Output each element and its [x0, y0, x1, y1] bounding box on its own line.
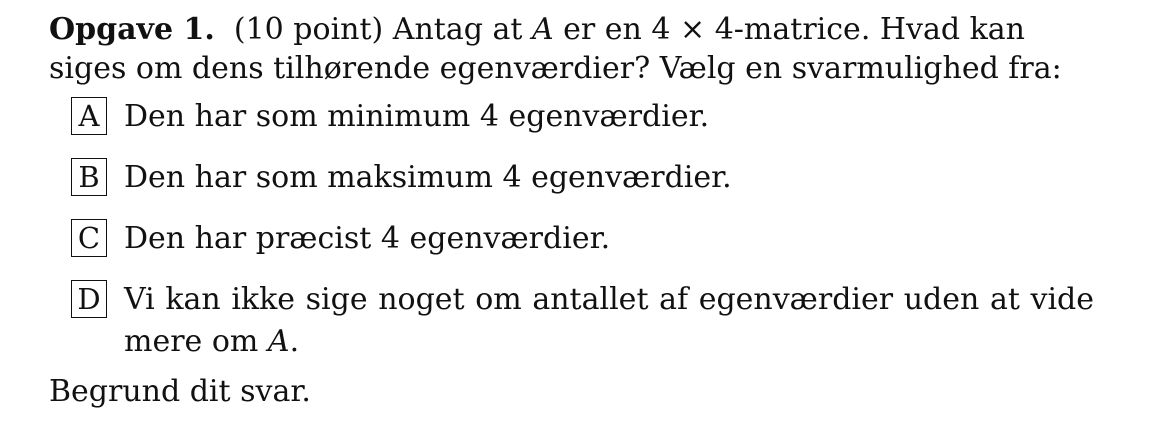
- option-d-text: [124, 279, 1094, 363]
- option-d-text-after-var: .: [289, 324, 300, 359]
- problem-label: Opgave 1.: [49, 12, 215, 47]
- option-c[interactable]: [49, 218, 1094, 260]
- option-c-text: Den har præcist 4 egenværdier.: [124, 221, 611, 256]
- problem-text-after-var: er en 4 × 4-matrice. Hvad kan siges om dens tilhørende egenværdier? Vælg en svarmulighed fra:: [49, 12, 1062, 86]
- option-a[interactable]: [49, 96, 1094, 138]
- problem-text-before-var: Antag at: [392, 12, 523, 47]
- problem-statement: [49, 10, 1094, 88]
- answer-options: [49, 96, 1094, 363]
- option-d-letter-box[interactable]: D: [71, 280, 107, 318]
- option-b-text: Den har som maksimum 4 egenværdier.: [124, 160, 732, 195]
- justify-answer-instruction: Begrund dit svar.: [49, 374, 311, 409]
- exam-page: [49, 10, 1094, 413]
- option-d-matrix-variable: A: [267, 324, 290, 359]
- option-b[interactable]: [49, 157, 1094, 199]
- option-c-letter-box[interactable]: C: [71, 219, 107, 257]
- matrix-variable: A: [531, 12, 554, 47]
- problem-points: (10 point): [233, 12, 384, 47]
- option-d[interactable]: [49, 279, 1094, 363]
- option-d-text-before-var: Vi kan ikke sige noget om antallet af egenværdier uden at vide mere om: [124, 282, 1094, 359]
- option-b-letter-box[interactable]: B: [71, 158, 107, 196]
- option-a-letter-box[interactable]: A: [71, 97, 107, 135]
- option-a-text: Den har som minimum 4 egenværdier.: [124, 99, 710, 134]
